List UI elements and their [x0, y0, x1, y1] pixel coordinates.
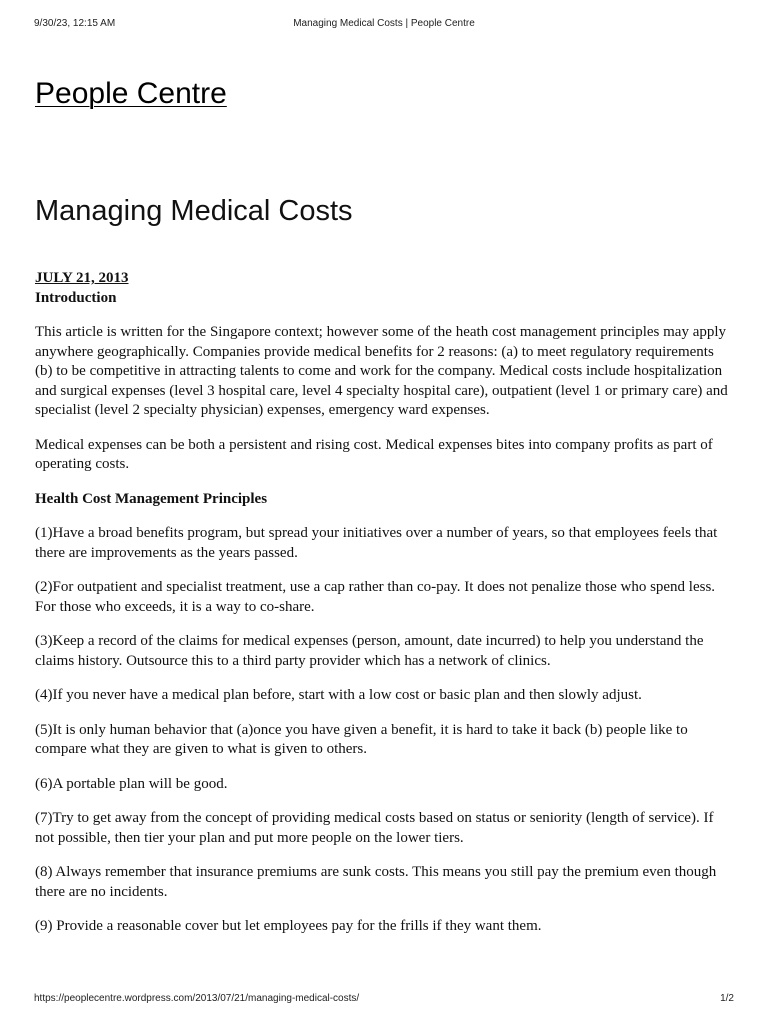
post-date-link[interactable]: JULY 21, 2013	[35, 270, 129, 286]
principle-item: (6)A portable plan will be good.	[35, 775, 228, 792]
article-body	[35, 269, 735, 952]
principle-item: (7)Try to get away from the concept of providing medical costs based on status or seniority (length of service). If not possible, then tier your plan and put more people on the lower tiers.	[35, 810, 714, 846]
site-title	[35, 76, 227, 112]
principle-item: (3)Keep a record of the claims for medical expenses (person, amount, date incurred) to help you understand the claims history. Outsource this to a third party provider which has a network of clinics.	[35, 633, 704, 669]
print-header	[34, 18, 734, 32]
principle-item: (2)For outpatient and specialist treatment, use a cap rather than co-pay. It does not penalize those who spend less. For those who exceeds, it is a way to co-share.	[35, 579, 716, 615]
site-title-link[interactable]: People Centre	[35, 77, 227, 110]
principle-item: (4)If you never have a medical plan before, start with a low cost or basic plan and then slowly adjust.	[35, 687, 642, 703]
post-title: Managing Medical Costs	[35, 195, 353, 227]
principle-item: (5)It is only human behavior that (a)once you have given a benefit, it is hard to take it back (b) people like to compare what they are given to what is given to others.	[35, 721, 688, 757]
intro-paragraph: This article is written for the Singapore context; however some of the heath cost management principles may apply anywhere geographically. Companies provide medical benefits for 2 reasons: (a) to meet regulatory requirements (b) to be competitive in attracting talents to come and work for the company. Medical costs include hospitalization and surgical expenses (level 3 hospital care, level 4 specialty hospital care), outpatient (level 1 or primary care) and specialist (level 2 specialty physician) expenses, emergency ward expenses.	[35, 324, 728, 418]
print-footer	[34, 993, 734, 1007]
print-page-title: Managing Medical Costs | People Centre	[293, 18, 475, 29]
print-datetime: 9/30/23, 12:15 AM	[34, 18, 116, 29]
print-url: https://peoplecentre.wordpress.com/2013/07/21/managing-medical-costs/	[34, 993, 360, 1004]
print-page-number: 1/2	[720, 993, 734, 1004]
principle-item: (8) Always remember that insurance premiums are sunk costs. This means you still pay the premium even though there are no incidents.	[35, 864, 717, 900]
principle-item: (9) Provide a reasonable cover but let employees pay for the frills if they want them.	[35, 918, 542, 934]
intro-paragraph: Medical expenses can be both a persistent and rising cost. Medical expenses bites into company profits as part of operating costs.	[35, 436, 713, 472]
intro-heading: Introduction	[35, 289, 117, 306]
section-heading: Health Cost Management Principles	[35, 490, 268, 507]
principle-item: (1)Have a broad benefits program, but spread your initiatives over a number of years, so that employees feels that there are improvements as the years passed.	[35, 525, 718, 561]
